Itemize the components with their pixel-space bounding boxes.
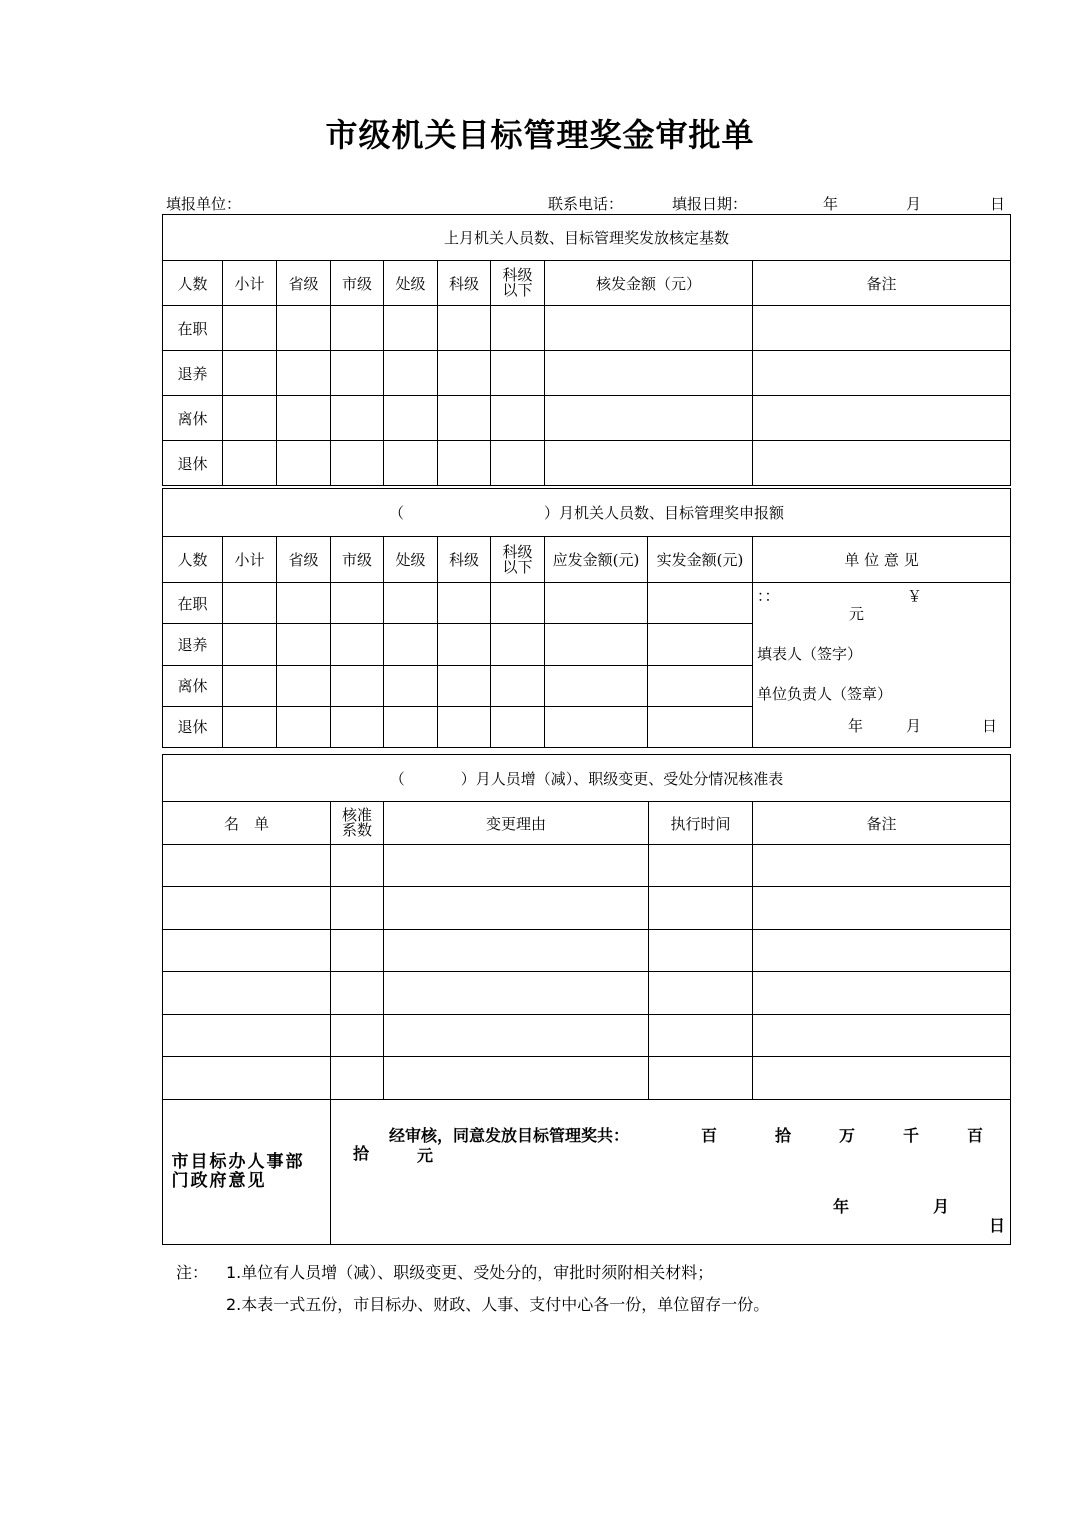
input-cell[interactable] (331, 930, 384, 972)
approval-yuan: 元 (417, 1145, 434, 1165)
input-cell[interactable] (384, 845, 649, 887)
input-cell[interactable] (753, 351, 1011, 396)
notes-label: 注： (176, 1263, 209, 1282)
opinion-day: 日 (982, 717, 998, 735)
input-cell[interactable] (384, 1015, 649, 1057)
input-cell[interactable] (753, 887, 1011, 930)
leader-seal: 单位负责人（签章） (757, 685, 893, 703)
input-cell[interactable] (753, 441, 1011, 486)
input-cell[interactable] (753, 930, 1011, 972)
col-header: 科级 以下 (491, 537, 545, 583)
input-cell[interactable] (331, 887, 384, 930)
section2-title-left: （ (389, 504, 405, 522)
col-header: 小计 (223, 261, 277, 306)
input-cell[interactable] (753, 396, 1011, 441)
unit-wan: 万 (839, 1125, 856, 1145)
note-1: 1.单位有人员增（减）、职级变更、受处分的，审批时须附相关材料； (226, 1263, 714, 1282)
row-label: 退养 (163, 351, 223, 396)
section2-title (163, 489, 1011, 537)
input-cell[interactable] (223, 306, 277, 351)
input-cell[interactable] (491, 706, 545, 747)
col-header: 核发金额（元） (545, 261, 753, 306)
input-cell[interactable] (384, 441, 438, 486)
approval-day: 日 (989, 1215, 1006, 1235)
input-cell[interactable] (163, 887, 331, 930)
col-header: 人数 (163, 261, 223, 306)
col-header: 备注 (753, 261, 1011, 306)
section3-title-left: （ (389, 769, 405, 788)
input-cell[interactable] (648, 624, 753, 665)
input-cell[interactable] (648, 706, 753, 747)
input-cell[interactable] (277, 351, 331, 396)
input-cell[interactable] (649, 1057, 753, 1100)
col-header: 科级 (438, 261, 491, 306)
input-cell[interactable] (331, 845, 384, 887)
unit-shi2: 拾 (353, 1143, 370, 1163)
phone-label: 联系电话： (548, 195, 624, 213)
input-cell[interactable] (545, 706, 648, 747)
input-cell[interactable] (384, 306, 438, 351)
input-cell[interactable] (753, 1015, 1011, 1057)
input-cell[interactable] (438, 306, 491, 351)
input-cell[interactable] (384, 972, 649, 1015)
input-cell[interactable] (545, 665, 648, 706)
input-cell[interactable] (384, 930, 649, 972)
input-cell[interactable] (384, 706, 438, 747)
row-label: 在职 (163, 583, 223, 624)
input-cell[interactable] (384, 1057, 649, 1100)
approval-label-cell (163, 1100, 331, 1245)
row-label: 退休 (163, 706, 223, 747)
input-cell[interactable] (649, 972, 753, 1015)
col-header: 人数 (163, 537, 223, 583)
col-header: 名 单 (163, 802, 331, 845)
input-cell[interactable] (491, 351, 545, 396)
row-label: 退休 (163, 441, 223, 486)
row-label: 在职 (163, 306, 223, 351)
input-cell[interactable] (277, 624, 331, 665)
section2-table (162, 488, 1011, 748)
input-cell[interactable] (649, 1015, 753, 1057)
input-cell[interactable] (331, 1057, 384, 1100)
approval-box (331, 1101, 1010, 1244)
input-cell[interactable] (384, 583, 438, 624)
section3-title (163, 755, 1011, 802)
input-cell[interactable] (438, 351, 491, 396)
input-cell[interactable] (163, 930, 331, 972)
input-cell[interactable] (163, 972, 331, 1015)
input-cell[interactable] (331, 972, 384, 1015)
section2-title-right: ）月机关人员数、目标管理奖申报额 (544, 504, 785, 522)
opinion-colon: ：： (757, 587, 780, 605)
section1-table (162, 214, 1011, 486)
input-cell[interactable] (545, 583, 648, 624)
input-cell[interactable] (277, 306, 331, 351)
input-cell[interactable] (163, 845, 331, 887)
header-month: 月 (906, 195, 922, 213)
col-header: 处级 (384, 261, 438, 306)
input-cell[interactable] (331, 665, 384, 706)
yen-sign: ￥ (907, 587, 923, 605)
input-cell[interactable] (649, 845, 753, 887)
col-header: 应发金额(元) (545, 537, 648, 583)
unit-bai: 百 (701, 1125, 718, 1145)
input-cell[interactable] (384, 351, 438, 396)
input-cell[interactable] (491, 665, 545, 706)
col-header: 科级 以下 (491, 261, 545, 306)
approval-label: 市目标办人事部门政府意见 (171, 1152, 305, 1191)
input-cell[interactable] (277, 583, 331, 624)
input-cell[interactable] (223, 665, 277, 706)
input-cell[interactable] (223, 351, 277, 396)
col-header: 变更理由 (384, 802, 649, 845)
unit-opinion-cell[interactable] (753, 583, 1011, 748)
input-cell[interactable] (491, 441, 545, 486)
input-cell[interactable] (163, 1057, 331, 1100)
input-cell[interactable] (223, 624, 277, 665)
date-label: 填报日期： (672, 195, 748, 213)
input-cell[interactable] (384, 887, 649, 930)
row-label: 退养 (163, 624, 223, 665)
col-header: 科级 (438, 537, 491, 583)
input-cell[interactable] (545, 441, 753, 486)
input-cell[interactable] (648, 583, 753, 624)
unit-opinion-box (753, 583, 1010, 747)
col-header: 省级 (277, 537, 331, 583)
col-header: 执行时间 (649, 802, 753, 845)
col-header: 处级 (384, 537, 438, 583)
col-header: 备注 (753, 802, 1011, 845)
input-cell[interactable] (545, 306, 753, 351)
input-cell[interactable] (384, 624, 438, 665)
input-cell[interactable] (384, 665, 438, 706)
input-cell[interactable] (277, 665, 331, 706)
input-cell[interactable] (331, 706, 384, 747)
input-cell[interactable] (545, 396, 753, 441)
note-2: 2.本表一式五份，市目标办、财政、人事、支付中心各一份，单位留存一份。 (226, 1295, 770, 1314)
row-label: 离休 (163, 665, 223, 706)
unit-qian: 千 (903, 1125, 920, 1145)
input-cell[interactable] (277, 706, 331, 747)
input-cell[interactable] (491, 624, 545, 665)
input-cell[interactable] (223, 396, 277, 441)
section1-title: 上月机关人员数、目标管理奖发放核定基数 (163, 215, 1011, 261)
opinion-month: 月 (906, 717, 922, 735)
col-header: 实发金额(元) (648, 537, 753, 583)
input-cell[interactable] (384, 396, 438, 441)
approval-text: 经审核，同意发放目标管理奖共： (389, 1125, 630, 1145)
unit-bai2: 百 (967, 1125, 984, 1145)
unit-shi: 拾 (775, 1125, 792, 1145)
input-cell[interactable] (331, 306, 384, 351)
input-cell[interactable] (331, 583, 384, 624)
input-cell[interactable] (277, 396, 331, 441)
input-cell[interactable] (438, 396, 491, 441)
opinion-year: 年 (848, 717, 864, 735)
input-cell[interactable] (223, 583, 277, 624)
input-cell[interactable] (438, 665, 491, 706)
col-header: 单 位 意 见 (753, 537, 1011, 583)
input-cell[interactable] (491, 306, 545, 351)
input-cell[interactable] (649, 930, 753, 972)
input-cell[interactable] (277, 441, 331, 486)
row-label: 离休 (163, 396, 223, 441)
input-cell[interactable] (545, 351, 753, 396)
input-cell[interactable] (331, 396, 384, 441)
col-header: 市级 (331, 261, 384, 306)
col-header: 市级 (331, 537, 384, 583)
col-header: 核准 系数 (331, 802, 384, 845)
section3-table (162, 754, 1011, 1245)
input-cell[interactable] (649, 887, 753, 930)
section3-title-right: ）月人员增（减）、职级变更、受处分情况核准表 (460, 769, 784, 788)
input-cell[interactable] (438, 583, 491, 624)
input-cell[interactable] (438, 624, 491, 665)
opinion-yuan: 元 (849, 605, 865, 623)
input-cell[interactable] (545, 624, 648, 665)
input-cell[interactable] (491, 583, 545, 624)
input-cell[interactable] (223, 441, 277, 486)
unit-label: 填报单位： (166, 195, 242, 213)
input-cell[interactable] (753, 845, 1011, 887)
header-day: 日 (990, 195, 1006, 213)
input-cell[interactable] (331, 441, 384, 486)
input-cell[interactable] (223, 706, 277, 747)
filler-signature: 填表人（签字） (757, 645, 863, 663)
page-title: 市级机关目标管理奖金审批单 (325, 116, 755, 154)
input-cell[interactable] (331, 624, 384, 665)
input-cell[interactable] (753, 972, 1011, 1015)
input-cell[interactable] (163, 1015, 331, 1057)
approval-month: 月 (933, 1196, 950, 1216)
input-cell[interactable] (438, 706, 491, 747)
input-cell[interactable] (753, 306, 1011, 351)
input-cell[interactable] (438, 441, 491, 486)
header-year: 年 (823, 195, 839, 213)
input-cell[interactable] (331, 351, 384, 396)
input-cell[interactable] (648, 665, 753, 706)
approval-cell[interactable] (331, 1100, 1011, 1245)
approval-year: 年 (833, 1196, 850, 1216)
col-header: 省级 (277, 261, 331, 306)
col-header: 小计 (223, 537, 277, 583)
input-cell[interactable] (331, 1015, 384, 1057)
input-cell[interactable] (491, 396, 545, 441)
input-cell[interactable] (753, 1057, 1011, 1100)
